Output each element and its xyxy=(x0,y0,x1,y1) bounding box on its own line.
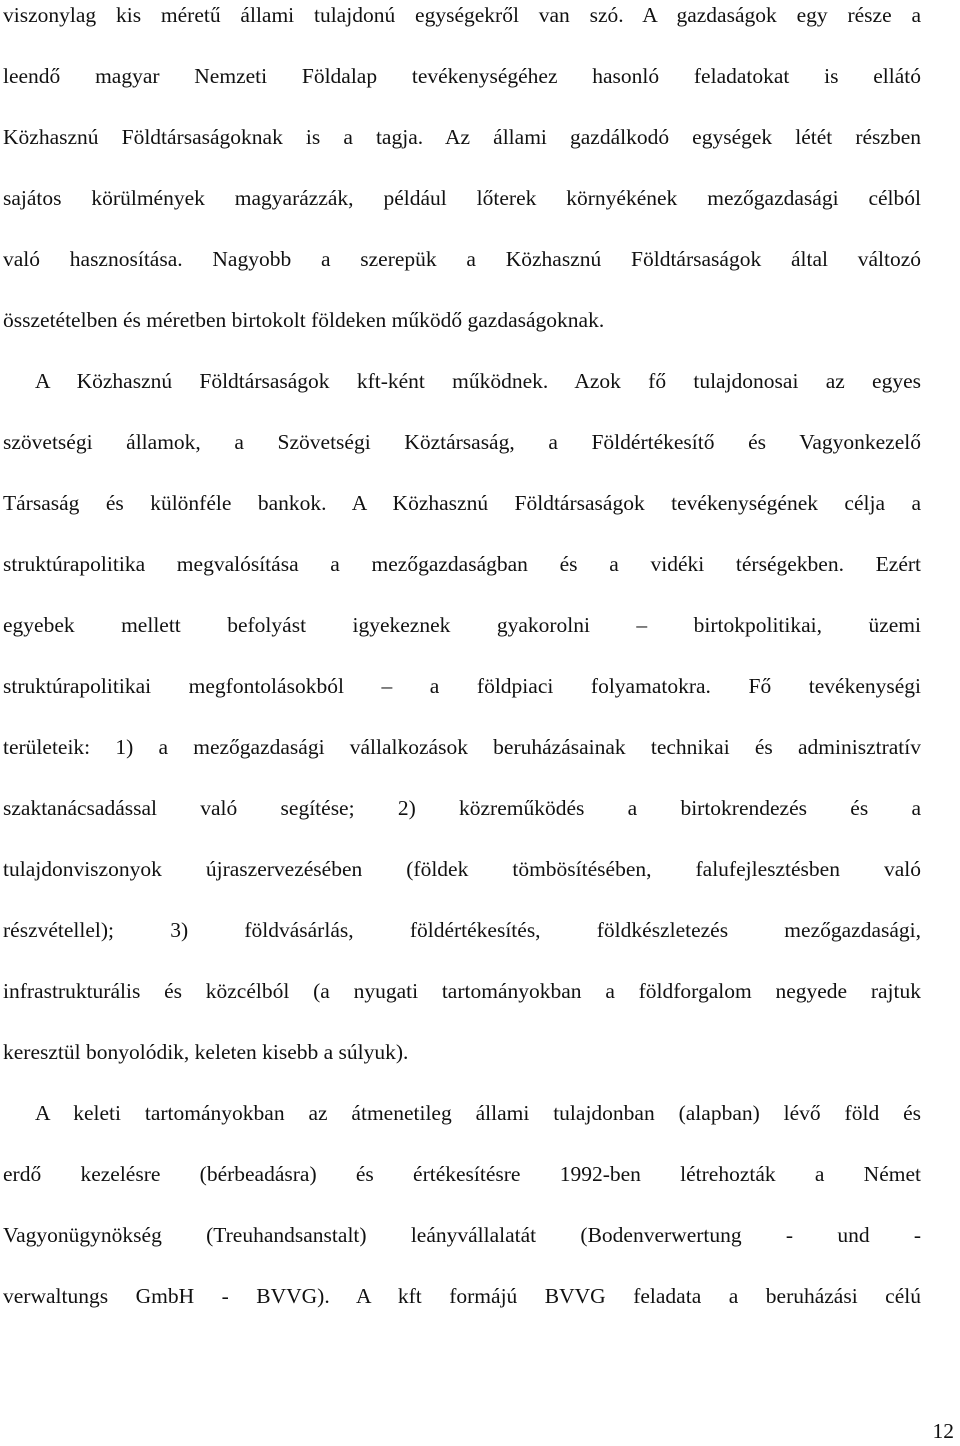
text-line: összetételben és méretben birtokolt földeken működő gazdaságoknak. xyxy=(3,308,605,332)
text-line: való hasznosítása. Nagyobb a szerepük a Közhasznú Földtársaságok által változó xyxy=(3,247,921,271)
text-line: infrastrukturális és közcélból (a nyugati tartományokban a földforgalom negyede rajtuk xyxy=(3,979,921,1003)
text-line: leendő magyar Nemzeti Földalap tevékenységéhez hasonló feladatokat is ellátó xyxy=(3,64,921,88)
text-line: struktúrapolitika megvalósítása a mezőgazdaságban és a vidéki térségekben. Ezért xyxy=(3,552,921,576)
text-line: Közhasznú Földtársaságoknak is a tagja. Az állami gazdálkodó egységek létét részben xyxy=(3,125,921,149)
text-line: struktúrapolitikai megfontolásokból – a földpiaci folyamatokra. Fő tevékenységi xyxy=(3,674,921,698)
text-line: egyebek mellett befolyást igyekeznek gyakorolni – birtokpolitikai, üzemi xyxy=(3,613,921,637)
text-line: Társaság és különféle bankok. A Közhasznú Földtársaságok tevékenységének célja a xyxy=(3,491,921,515)
text-line: verwaltungs GmbH - BVVG). A kft formájú BVVG feladata a beruházási célú xyxy=(3,1284,921,1308)
text-line: sajátos körülmények magyarázzák, például lőterek környékének mezőgazdasági célból xyxy=(3,186,921,210)
page-number: 12 xyxy=(932,1419,954,1443)
text-line: szövetségi államok, a Szövetségi Köztársaság, a Földértékesítő és Vagyonkezelő xyxy=(3,430,921,454)
text-line: területeik: 1) a mezőgazdasági vállalkozások beruházásainak technikai és adminisztratív xyxy=(3,735,921,759)
text-line: A keleti tartományokban az átmenetileg állami tulajdonban (alapban) lévő föld és xyxy=(35,1101,921,1125)
text-line: erdő kezelésre (bérbeadásra) és értékesítésre 1992-ben létrehozták a Német xyxy=(3,1162,921,1186)
text-line: Vagyonügynökség (Treuhandsanstalt) leányvállalatát (Bodenverwertung - und - xyxy=(3,1223,921,1247)
text-line: viszonylag kis méretű állami tulajdonú egységekről van szó. A gazdaságok egy része a xyxy=(3,3,921,27)
text-line: szaktanácsadással való segítése; 2) közreműködés a birtokrendezés és a xyxy=(3,796,921,820)
text-line: tulajdonviszonyok újraszervezésében (földek tömbösítésében, falufejlesztésben való xyxy=(3,857,921,881)
text-line: keresztül bonyolódik, keleten kisebb a súlyuk). xyxy=(3,1040,409,1064)
text-line: részvétellel); 3) földvásárlás, földértékesítés, földkészletezés mezőgazdasági, xyxy=(3,918,921,942)
text-line: A Közhasznú Földtársaságok kft-ként működnek. Azok fő tulajdonosai az egyes xyxy=(35,369,921,393)
